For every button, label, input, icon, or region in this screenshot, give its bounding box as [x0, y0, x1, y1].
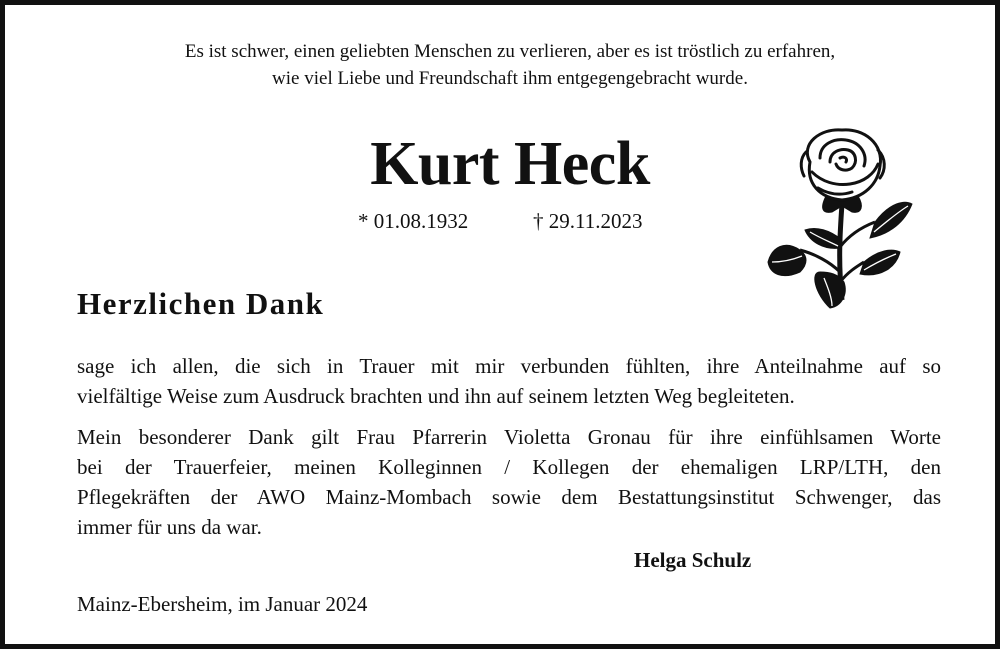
paragraph-line: vielfältige Weise zum Ausdruck brachten und ihn auf seinem letzten Weg begleiteten.	[77, 384, 795, 408]
paragraph-line: sage ich allen, die sich in Trauer mit mir verbunden fühlten, ihre Anteilnahme auf so	[77, 354, 941, 378]
paragraph-line: Pflegekräften der AWO Mainz-Mombach sowie dem Bestattungsinstitut Schwenger, das	[77, 485, 941, 509]
rose-icon	[760, 122, 920, 314]
thanks-heading: Herzlichen Dank	[77, 286, 325, 321]
death-date: † 29.11.2023	[533, 209, 643, 233]
memorial-quote	[80, 38, 940, 92]
signature-name: Helga Schulz	[634, 548, 752, 572]
quote-line: Es ist schwer, einen geliebten Menschen zu verlieren, aber es ist tröstlich zu erfahren,	[184, 41, 836, 62]
special-thanks-paragraph	[77, 422, 941, 542]
paragraph-line: bei der Trauerfeier, meinen Kolleginnen / Kollegen der ehemaligen LRP/LTH, den	[77, 455, 941, 479]
birth-date: * 01.08.1932	[358, 209, 469, 233]
quote-line: wie viel Liebe und Freundschaft ihm entgegengebracht wurde.	[272, 68, 748, 89]
place-and-date: Mainz-Ebersheim, im Januar 2024	[77, 592, 368, 616]
deceased-name: Kurt Heck	[370, 130, 650, 198]
paragraph-line: Mein besonderer Dank gilt Frau Pfarrerin Violetta Gronau für ihre einfühlsamen Worte	[77, 425, 941, 449]
thanks-paragraph	[77, 351, 941, 411]
paragraph-line: immer für uns da war.	[77, 515, 262, 539]
